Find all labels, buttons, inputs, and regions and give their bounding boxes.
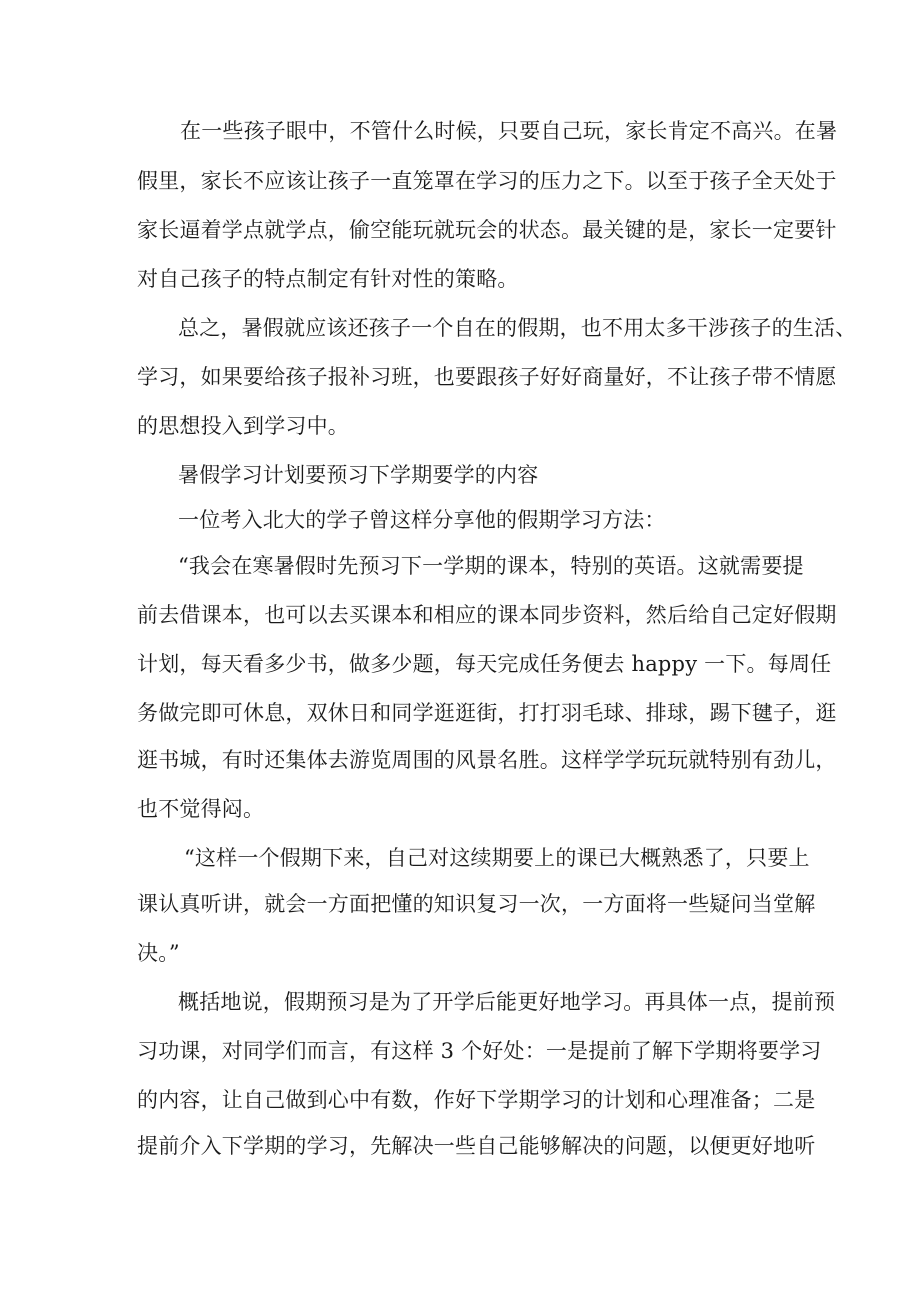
paragraph-line: 总之，暑假就应该还孩子一个自在的假期，也不用太多干涉孩子的生活、	[178, 316, 857, 340]
paragraph-line: 的内容，让自己做到心中有数，作好下学期学习的计划和心理准备；二是	[137, 1088, 816, 1112]
quote-line: 前去借课本，也可以去买课本和相应的课本同步资料，然后给自己定好假期	[137, 603, 837, 627]
paragraph-line: 在一些孩子眼中，不管什么时候，只要自己玩，家长肯定不高兴。在暑	[180, 119, 838, 143]
paragraph-line: 提前介入下学期的学习，先解决一些自己能够解决的问题，以便更好地听	[137, 1134, 816, 1158]
quote-line: 也不觉得闷。	[137, 797, 265, 821]
paragraph-line: 习功课，对同学们而言，有这样 3 个好处：一是提前了解下学期将要学习	[137, 1039, 822, 1063]
quote-line: 计划，每天看多少书，做多少题，每天完成任务便去 happy 一下。每周任	[137, 652, 832, 676]
paragraph-line: 家长逼着学点就学点，偷空能玩就玩会的状态。最关键的是，家长一定要针	[137, 218, 837, 242]
quote-line: 课认真听讲，就会一方面把懂的知识复习一次，一方面将一些疑问当堂解	[137, 892, 816, 916]
quote-line: “我会在寒暑假时先预习下一学期的课本，特别的英语。这就需要提	[178, 554, 804, 578]
quote-line: 决。”	[137, 941, 180, 965]
quote-line: 逛书城，有时还集体去游览周围的风景名胜。这样学学玩玩就特别有劲儿，	[137, 748, 837, 772]
paragraph-line: 一位考入北大的学子曾这样分享他的假期学习方法：	[178, 508, 666, 532]
paragraph-line: 对自己孩子的特点制定有针对性的策略。	[137, 267, 519, 291]
quote-line: 务做完即可休息，双休日和同学逛逛街，打打羽毛球、排球，踢下毽子，逛	[137, 701, 837, 725]
quote-line: “这样一个假期下来，自己对这续期要上的课已大概熟悉了，只要上	[184, 846, 810, 870]
paragraph-line: 假里，家长不应该让孩子一直笼罩在学习的压力之下。以至于孩子全天处于	[137, 169, 837, 193]
paragraph-line: 概括地说，假期预习是为了开学后能更好地学习。再具体一点，提前预	[178, 990, 836, 1014]
paragraph-line: 学习，如果要给孩子报补习班，也要跟孩子好好商量好，不让孩子带不情愿	[137, 365, 837, 389]
paragraph-line: 的思想投入到学习中。	[137, 414, 349, 438]
section-heading: 暑假学习计划要预习下学期要学的内容	[178, 463, 539, 487]
